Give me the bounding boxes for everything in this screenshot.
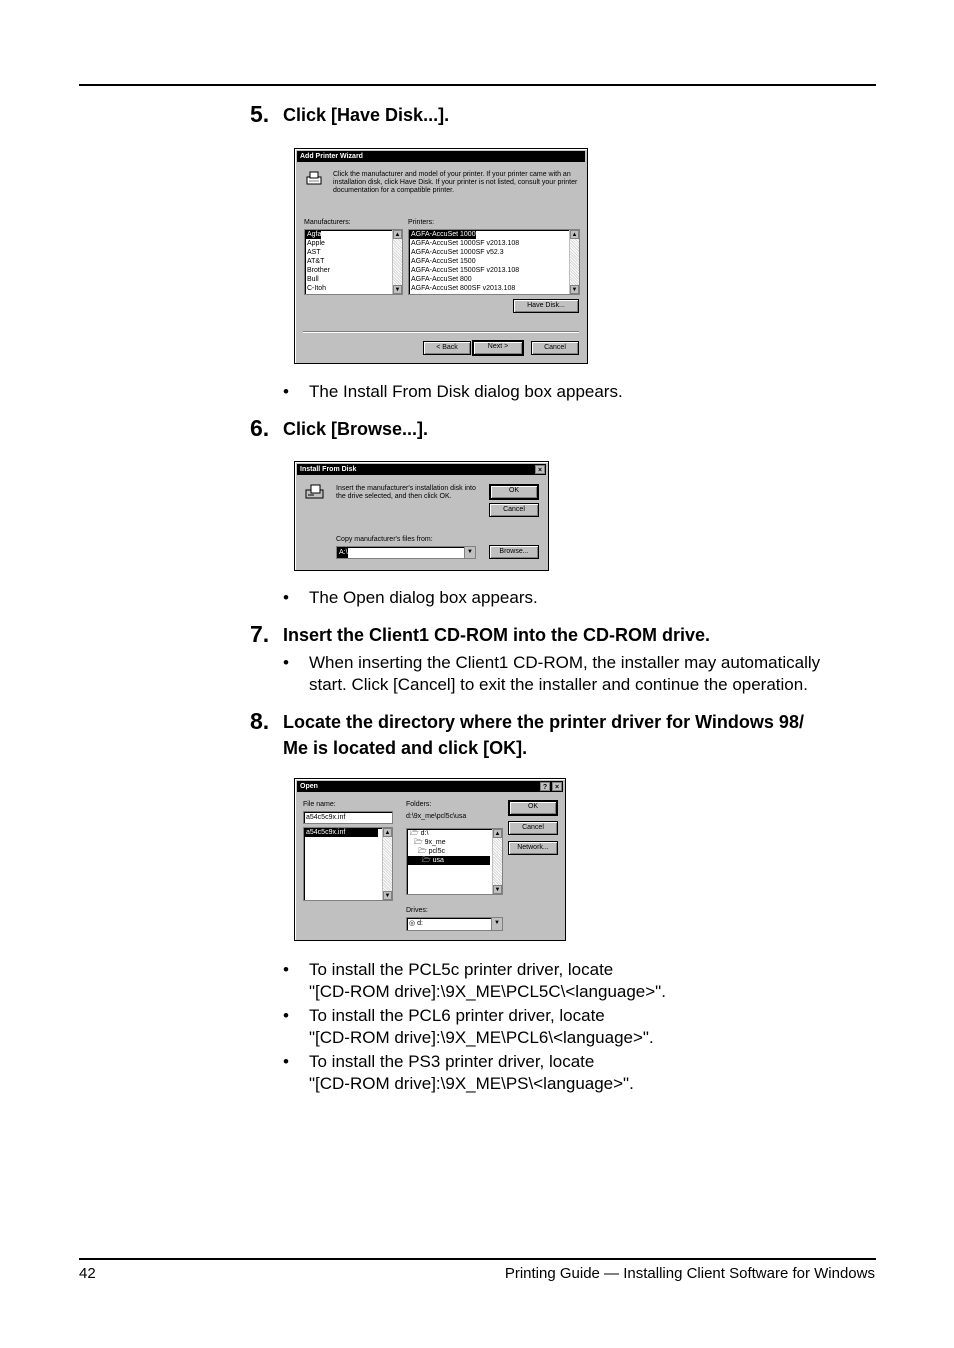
dialog-title-bar (297, 464, 546, 475)
folder-label: 9x_me (424, 839, 446, 846)
instruction-line: the drive selected, and then click OK. (336, 493, 452, 500)
scroll-up-icon[interactable]: ▲ (571, 232, 578, 238)
page-number: 42 (79, 1265, 96, 1282)
close-icon[interactable]: × (535, 465, 545, 474)
list-item[interactable]: Apple (307, 240, 325, 247)
close-icon[interactable]: × (552, 782, 562, 791)
wizard-description-line: installation disk, click Have Disk. If your printer is not listed, consult your printer (333, 179, 578, 186)
open-folder-icon: 🗁 (418, 848, 427, 855)
list-item[interactable]: Brother (307, 267, 330, 274)
manufacturers-label: Manufacturers: (304, 219, 351, 226)
list-item[interactable]: C-Itoh (307, 285, 327, 292)
cancel-button[interactable]: Cancel (489, 503, 539, 517)
bullet-text: The Install From Disk dialog box appears. (309, 382, 623, 401)
add-printer-wizard-dialog (294, 148, 588, 364)
drives-label: Drives: (406, 907, 428, 914)
list-item[interactable]: AST (307, 249, 321, 256)
step-text: Locate the directory where the printer driver for Windows 98/ (283, 712, 804, 732)
scroll-down-icon[interactable]: ▼ (384, 893, 391, 899)
dialog-title: Open (300, 783, 318, 790)
file-name-label: File name: (303, 801, 336, 808)
dialog-title-bar (297, 781, 563, 792)
step-text: Click [Browse...]. (283, 419, 429, 439)
scroll-up-icon[interactable]: ▲ (394, 232, 401, 238)
dialog-title-bar: Add Printer Wizard (297, 151, 585, 162)
scroll-down-icon[interactable]: ▼ (494, 887, 501, 893)
back-button[interactable]: < Back (423, 341, 471, 355)
scroll-down-icon[interactable]: ▼ (394, 287, 401, 293)
printers-list[interactable] (408, 229, 580, 295)
footer-rule (79, 1258, 876, 1260)
copy-from-label: Copy manufacturer's files from: (336, 536, 433, 543)
instruction-line: Insert the manufacturer's installation disk into (336, 485, 476, 492)
printers-label: Printers: (408, 219, 435, 226)
scroll-up-icon[interactable]: ▲ (384, 830, 391, 836)
cancel-button[interactable]: Cancel (531, 341, 579, 355)
cancel-button[interactable]: Cancel (508, 821, 558, 835)
bullet-text: "[CD-ROM drive]:\9X_ME\PCL5C\<language>". (309, 982, 666, 1001)
file-name-value: a54c5c9x.inf (306, 814, 346, 821)
step-number: 7. (250, 621, 270, 647)
step-text: Click [Have Disk...]. (283, 105, 450, 125)
bullet-icon: • (283, 1052, 289, 1071)
bullet-text: "[CD-ROM drive]:\9X_ME\PCL6\<language>". (309, 1028, 654, 1047)
tree-item[interactable] (407, 847, 502, 856)
chevron-down-icon[interactable]: ▼ (491, 918, 502, 930)
step-number: 6. (250, 415, 270, 441)
file-name-input[interactable] (303, 811, 393, 824)
bullet-text: When inserting the Client1 CD-ROM, the installer may automatically (309, 653, 821, 672)
bullet-icon: • (283, 382, 289, 401)
list-item[interactable]: AGFA-AccuSet 1000 (411, 231, 476, 238)
scrollbar[interactable] (392, 230, 402, 294)
step-text: Insert the Client1 CD-ROM into the CD-ROM drive. (283, 625, 711, 645)
open-folder-icon: 🗁 (414, 839, 423, 846)
drives-combo[interactable] (406, 917, 503, 931)
list-item[interactable]: AT&T (307, 258, 325, 265)
divider (303, 331, 579, 333)
folders-tree[interactable] (406, 828, 503, 895)
network-button[interactable]: Network... (508, 841, 558, 855)
top-rule (79, 84, 876, 86)
copy-from-value: A:\ (339, 549, 348, 556)
list-item[interactable]: AGFA-AccuSet 1500SF v2013.108 (411, 267, 520, 274)
list-item[interactable]: AGFA-AccuSet 1500 (411, 258, 476, 265)
open-dialog (294, 778, 566, 941)
wizard-description-line: Click the manufacturer and model of your printer. If your printer came with an (333, 171, 571, 178)
tree-item[interactable] (407, 838, 502, 847)
scrollbar[interactable] (569, 230, 579, 294)
scrollbar[interactable] (492, 829, 502, 894)
next-button[interactable]: Next > (472, 340, 524, 356)
bullet-text: "[CD-ROM drive]:\9X_ME\PS\<language>". (309, 1074, 634, 1093)
drive-label: d: (417, 920, 423, 927)
bullet-icon: • (283, 653, 289, 672)
step-number: 5. (250, 101, 270, 127)
tree-item[interactable] (407, 856, 490, 865)
copy-from-combo[interactable] (336, 546, 476, 559)
bullet-text: To install the PCL5c printer driver, locate (309, 960, 614, 979)
bullet-icon: • (283, 1006, 289, 1025)
bullet-text: start. Click [Cancel] to exit the installer and continue the operation. (309, 675, 808, 694)
have-disk-button[interactable]: Have Disk... (513, 299, 579, 313)
folder-label: usa (432, 857, 444, 864)
list-item[interactable]: Bull (307, 276, 319, 283)
folders-path: d:\9x_me\pcl5c\usa (406, 813, 467, 820)
printer-icon (305, 171, 323, 187)
scroll-down-icon[interactable]: ▼ (571, 287, 578, 293)
step-text: Me is located and click [OK]. (283, 738, 528, 758)
folders-label: Folders: (406, 801, 432, 808)
step-number: 8. (250, 708, 270, 734)
bullet-text: The Open dialog box appears. (309, 588, 538, 607)
help-icon[interactable]: ? (540, 782, 550, 791)
browse-button[interactable]: Browse... (489, 545, 539, 559)
bullet-text: To install the PCL6 printer driver, locate (309, 1006, 605, 1025)
drives-value (407, 920, 423, 927)
bullet-icon: • (283, 588, 289, 607)
bullet-text: To install the PS3 printer driver, locate (309, 1052, 595, 1071)
folder-label: pcl5c (428, 848, 445, 855)
disk-drive-icon (305, 484, 325, 500)
list-item[interactable]: Agfa (307, 231, 322, 238)
list-item[interactable]: AGFA-AccuSet 1000SF v52.3 (411, 249, 504, 256)
list-item[interactable]: AGFA-AccuSet 1000SF v2013.108 (411, 240, 520, 247)
open-folder-icon: 🗁 (422, 857, 431, 864)
manufacturers-list[interactable] (304, 229, 403, 295)
dialog-title: Install From Disk (300, 466, 357, 473)
file-list[interactable] (303, 827, 393, 901)
wizard-description-line: documentation for a compatible printer. (333, 187, 455, 194)
ok-button[interactable]: OK (489, 484, 539, 500)
list-item[interactable]: AGFA-AccuSet 800 (411, 276, 472, 283)
scrollbar[interactable] (382, 828, 392, 900)
list-item[interactable]: AGFA-AccuSet 800SF v2013.108 (411, 285, 516, 292)
bullet-icon: • (283, 960, 289, 979)
chevron-down-icon[interactable]: ▼ (464, 547, 475, 558)
ok-button[interactable]: OK (508, 800, 558, 816)
footer-title: Printing Guide — Installing Client Software for Windows (504, 1265, 875, 1282)
cd-drive-icon: ◎ (409, 920, 416, 927)
list-item[interactable]: a54c5c9x.inf (304, 828, 378, 837)
scroll-up-icon[interactable]: ▲ (494, 831, 501, 837)
tree-item[interactable] (407, 829, 502, 838)
open-folder-icon: 🗁 (410, 830, 419, 837)
install-from-disk-dialog (294, 461, 549, 571)
folder-label: d:\ (420, 830, 429, 837)
